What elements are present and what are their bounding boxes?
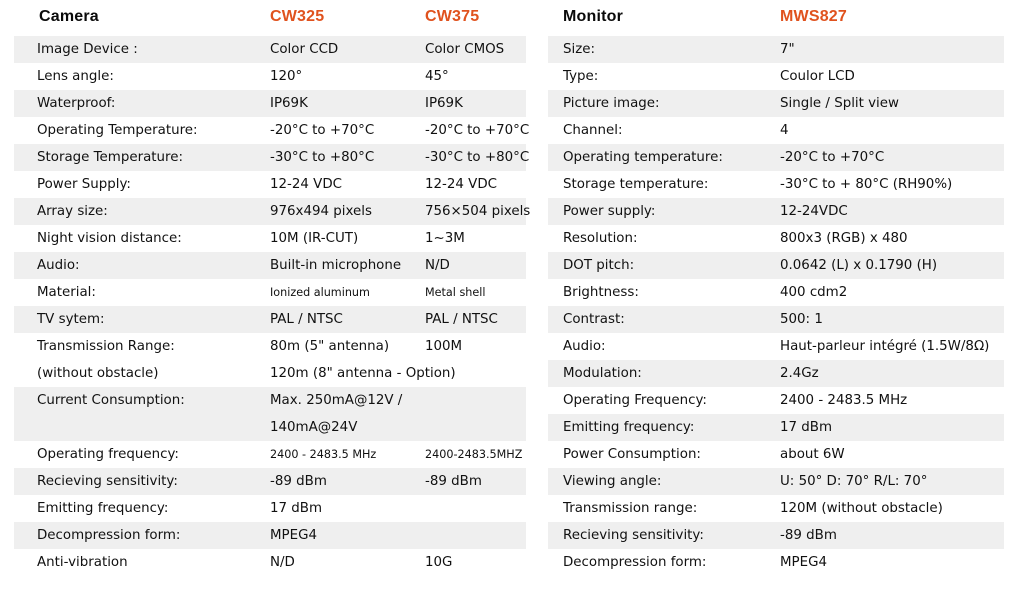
camera-row (14, 198, 531, 225)
camera-row (14, 333, 526, 360)
mws827-value: Coulor LCD (780, 69, 855, 84)
spec-label: Material: (37, 285, 96, 300)
monitor-title: Monitor (563, 8, 624, 25)
cw325-value: 120m (8" antenna - Option) (270, 366, 456, 381)
cw325-value: IP69K (270, 96, 308, 111)
spec-label: Power supply: (563, 204, 656, 219)
cw375-value: 1~3M (425, 231, 465, 246)
monitor-row (548, 90, 1004, 117)
camera-title: Camera (39, 8, 99, 25)
model-mws827: MWS827 (780, 8, 847, 25)
cw325-value: -89 dBm (270, 474, 327, 489)
spec-label: Emitting frequency: (37, 501, 169, 516)
cw325-value: 976x494 pixels (270, 204, 372, 219)
spec-label: Night vision distance: (37, 231, 182, 246)
model-cw375: CW375 (425, 8, 480, 25)
cw375-value: -30°C to +80°C (425, 150, 530, 165)
mws827-value: 800x3 (RGB) x 480 (780, 231, 908, 246)
monitor-row (548, 306, 1004, 333)
mws827-value: about 6W (780, 447, 845, 462)
monitor-row (548, 225, 1004, 252)
cw375-value: IP69K (425, 96, 463, 111)
monitor-row (548, 414, 1004, 441)
camera-row (14, 387, 526, 441)
spec-label: Lens angle: (37, 69, 114, 84)
spec-label: Image Device : (37, 42, 138, 57)
cw325-value: 120° (270, 69, 303, 84)
cw375-value: 2400-2483.5MHZ (425, 448, 523, 461)
spec-label: Power Supply: (37, 177, 131, 192)
cw375-value: 756×504 pixels (425, 204, 531, 219)
cw325-value-line2: 140mA@24V (270, 420, 358, 435)
spec-label: Channel: (563, 123, 623, 138)
spec-label: Brightness: (563, 285, 639, 300)
spec-label: Storage Temperature: (37, 150, 183, 165)
spec-label: Operating Temperature: (37, 123, 198, 138)
cw325-value: 17 dBm (270, 501, 323, 516)
camera-row (14, 495, 526, 522)
monitor-row (548, 252, 1004, 279)
mws827-value: 400 cdm2 (780, 285, 848, 300)
camera-row (14, 441, 526, 468)
cw325-value: -30°C to +80°C (270, 150, 375, 165)
spec-label: Modulation: (563, 366, 642, 381)
cw375-value: 100M (425, 339, 463, 354)
cw375-value: 45° (425, 69, 449, 84)
spec-label: Decompression form: (37, 528, 181, 543)
camera-row (14, 279, 526, 306)
cw325-value: Color CCD (270, 42, 339, 57)
mws827-value: Haut-parleur intégré (1.5W/8Ω) (780, 339, 990, 354)
cw375-value: 10G (425, 555, 453, 570)
mws827-value: 500: 1 (780, 312, 823, 327)
camera-row (14, 63, 526, 90)
cw375-value: N/D (425, 258, 450, 273)
mws827-value: MPEG4 (780, 555, 827, 570)
spec-label: Operating frequency: (37, 447, 179, 462)
camera-row (14, 522, 526, 549)
camera-row (14, 306, 526, 333)
cw325-value: PAL / NTSC (270, 312, 343, 327)
monitor-row (548, 360, 1004, 387)
mws827-value: -20°C to +70°C (780, 150, 885, 165)
monitor-row (548, 171, 1004, 198)
spec-label: Type: (563, 69, 599, 84)
monitor-row (548, 522, 1004, 549)
spec-label: Audio: (563, 339, 606, 354)
monitor-row (548, 198, 1004, 225)
mws827-value: 12-24VDC (780, 204, 848, 219)
spec-label: Emitting frequency: (563, 420, 695, 435)
camera-row (14, 36, 526, 63)
monitor-row (548, 117, 1004, 144)
monitor-row (548, 279, 1004, 306)
cw375-value: PAL / NTSC (425, 312, 498, 327)
cw325-value: 2400 - 2483.5 MHz (270, 448, 377, 461)
spec-label: Waterproof: (37, 96, 116, 111)
spec-label: Decompression form: (563, 555, 707, 570)
camera-header (14, 0, 526, 36)
mws827-value: Single / Split view (780, 96, 899, 111)
spec-label: Picture image: (563, 96, 660, 111)
cw375-value: -89 dBm (425, 474, 482, 489)
cw325-value: N/D (270, 555, 295, 570)
mws827-value: -89 dBm (780, 528, 837, 543)
mws827-value: 7" (780, 42, 795, 57)
camera-row (14, 468, 526, 495)
monitor-row (548, 495, 1004, 522)
monitor-row (548, 63, 1004, 90)
monitor-row (548, 387, 1004, 414)
monitor-row (548, 144, 1004, 171)
camera-row (14, 144, 530, 171)
spec-label: Operating temperature: (563, 150, 723, 165)
spec-label: Size: (563, 42, 595, 57)
camera-row (14, 549, 526, 576)
spec-label: Storage temperature: (563, 177, 709, 192)
monitor-spec-table (548, 0, 1004, 576)
mws827-value: 0.0642 (L) x 0.1790 (H) (780, 258, 938, 273)
monitor-header (548, 0, 1004, 36)
camera-row (14, 225, 526, 252)
cw325-value: 80m (5" antenna) (270, 339, 390, 354)
cw375-value: -20°C to +70°C (425, 123, 530, 138)
cw375-value: Metal shell (425, 286, 486, 299)
camera-row (14, 117, 530, 144)
cw375-value: Color CMOS (425, 42, 505, 57)
monitor-row (548, 549, 1004, 576)
monitor-row (548, 468, 1004, 495)
spec-label: Transmission Range: (37, 339, 175, 354)
mws827-value: 2400 - 2483.5 MHz (780, 393, 908, 408)
mws827-value: -30°C to + 80°C (RH90%) (780, 177, 953, 192)
spec-label: Audio: (37, 258, 80, 273)
spec-label: Array size: (37, 204, 108, 219)
monitor-row (548, 441, 1004, 468)
mws827-value: U: 50° D: 70° R/L: 70° (780, 474, 928, 489)
camera-row (14, 360, 526, 387)
model-cw325: CW325 (270, 8, 325, 25)
camera-spec-table (14, 0, 531, 576)
spec-label: Power Consumption: (563, 447, 701, 462)
cw325-value: 10M (IR-CUT) (270, 231, 359, 246)
spec-label: Current Consumption: (37, 393, 185, 408)
spec-label: Transmission range: (563, 501, 698, 516)
spec-label: (without obstacle) (37, 366, 159, 381)
spec-label: DOT pitch: (563, 258, 635, 273)
mws827-value: 17 dBm (780, 420, 833, 435)
spec-label: Recieving sensitivity: (37, 474, 178, 489)
camera-row (14, 90, 526, 117)
mws827-value: 4 (780, 123, 789, 138)
spec-label: Viewing angle: (563, 474, 662, 489)
cw375-value: 12-24 VDC (425, 177, 497, 192)
monitor-row (548, 36, 1004, 63)
spec-label: Anti-vibration (37, 555, 128, 570)
mws827-value: 2.4Gz (780, 366, 819, 381)
spec-label: Operating Frequency: (563, 393, 707, 408)
spec-label: Recieving sensitivity: (563, 528, 704, 543)
cw325-value: Max. 250mA@12V / (270, 393, 403, 408)
monitor-row (548, 333, 1004, 360)
cw325-value: 12-24 VDC (270, 177, 342, 192)
camera-row (14, 252, 526, 279)
cw325-value: MPEG4 (270, 528, 317, 543)
spec-label: Resolution: (563, 231, 638, 246)
cw325-value: -20°C to +70°C (270, 123, 375, 138)
cw325-value: Built-in microphone (270, 258, 402, 273)
spec-label: TV sytem: (37, 312, 105, 327)
camera-row (14, 171, 526, 198)
cw325-value: Ionized aluminum (270, 286, 370, 299)
spec-label: Contrast: (563, 312, 625, 327)
mws827-value: 120M (without obstacle) (780, 501, 943, 516)
